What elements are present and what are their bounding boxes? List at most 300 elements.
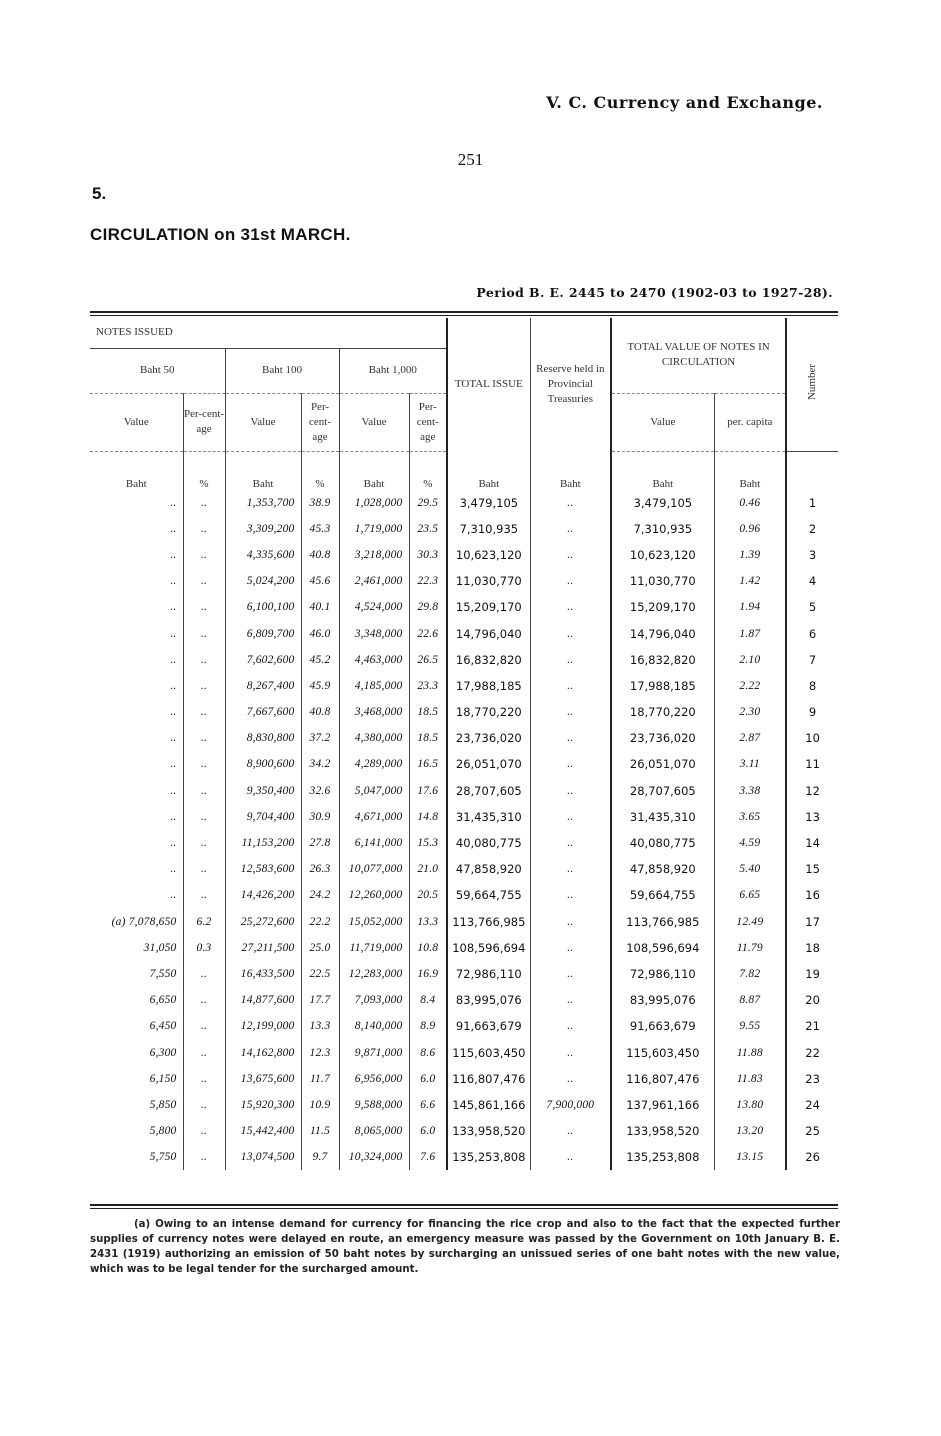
cell-total-issue: 16,832,820 — [447, 647, 530, 673]
b1000-value-header — [339, 393, 409, 451]
cell-per-capita: 13.80 — [714, 1092, 786, 1118]
unit-total-value: Baht — [611, 451, 714, 490]
cell-b50-value: 31,050 — [143, 941, 177, 954]
cell-reserve: .. — [530, 516, 611, 542]
number-header — [786, 318, 838, 451]
table-row — [90, 1144, 838, 1170]
page-title: CIRCULATION on 31st MARCH. — [90, 225, 351, 244]
cell-num: 5 — [786, 594, 838, 620]
cell-b100-pct: 11.7 — [301, 1066, 339, 1092]
cell-b50-value: 7,550 — [149, 967, 177, 980]
cell-b50-pct: .. — [183, 568, 225, 594]
unit-b50-pct: % — [183, 451, 225, 490]
table-row — [90, 909, 838, 935]
cell-b100-value: 12,199,000 — [225, 1013, 301, 1039]
cell-b1000-pct: 15.3 — [409, 830, 447, 856]
cell-num: 17 — [786, 909, 838, 935]
cell-b1000-pct: 6.0 — [409, 1066, 447, 1092]
cell-per-capita: 0.46 — [714, 490, 786, 516]
cell-total-value: 135,253,808 — [611, 1144, 714, 1170]
cell-b100-value: 8,900,600 — [225, 751, 301, 777]
cell-b50-pct: 6.2 — [183, 909, 225, 935]
cell-num: 21 — [786, 1013, 838, 1039]
cell-per-capita: 1.94 — [714, 594, 786, 620]
cell-b1000-value: 2,461,000 — [339, 568, 409, 594]
table-row — [90, 542, 838, 568]
table-row — [90, 647, 838, 673]
cell-b50-pct: .. — [183, 490, 225, 516]
cell-total-value: 137,961,166 — [611, 1092, 714, 1118]
table-row — [90, 1118, 838, 1144]
unit-per-capita: Baht — [714, 451, 786, 490]
footnote — [90, 1217, 840, 1277]
cell-num: 9 — [786, 699, 838, 725]
cell-b50-pct: .. — [183, 620, 225, 646]
total-value-label: TOTAL VALUE OF NOTES IN CIRCULATION — [627, 341, 770, 369]
baht1000-header — [339, 348, 447, 393]
cell-per-capita: 1.42 — [714, 568, 786, 594]
cell-b1000-value: 12,260,000 — [339, 882, 409, 908]
cell-reserve: .. — [530, 542, 611, 568]
cell-num: 24 — [786, 1092, 838, 1118]
table-row — [90, 804, 838, 830]
cell-b1000-value: 5,047,000 — [339, 778, 409, 804]
table-row — [90, 516, 838, 542]
page-number: 251 — [457, 150, 484, 169]
cell-total-value: 15,209,170 — [611, 594, 714, 620]
cell-total-value: 11,030,770 — [611, 568, 714, 594]
cell-b1000-value: 4,185,000 — [339, 673, 409, 699]
per-capita-header — [714, 393, 786, 451]
cell-num: 2 — [786, 516, 838, 542]
cell-b50-pct: .. — [183, 673, 225, 699]
cell-total-issue: 108,596,694 — [447, 935, 530, 961]
cell-b50-pct: .. — [183, 856, 225, 882]
table-row — [90, 778, 838, 804]
cell-b50-value: .. — [170, 784, 177, 797]
cell-b100-value: 16,433,500 — [225, 961, 301, 987]
top-rule-thin — [90, 315, 838, 316]
cell-num: 15 — [786, 856, 838, 882]
cell-b100-value: 9,350,400 — [225, 778, 301, 804]
bottom-rule — [90, 1204, 838, 1206]
table-row — [90, 1066, 838, 1092]
cell-total-issue: 10,623,120 — [447, 542, 530, 568]
cell-reserve: .. — [530, 935, 611, 961]
cell-b50-value: .. — [170, 522, 177, 535]
cell-reserve: .. — [530, 882, 611, 908]
cell-b50-pct: .. — [183, 1118, 225, 1144]
cell-per-capita: 3.65 — [714, 804, 786, 830]
cell-b100-value: 27,211,500 — [225, 935, 301, 961]
cell-b1000-value: 10,324,000 — [339, 1144, 409, 1170]
cell-b1000-pct: 16.5 — [409, 751, 447, 777]
table-row — [90, 961, 838, 987]
cell-b100-pct: 37.2 — [301, 725, 339, 751]
cell-per-capita: 11.88 — [714, 1039, 786, 1065]
cell-b100-value: 6,100,100 — [225, 594, 301, 620]
cell-total-issue: 26,051,070 — [447, 751, 530, 777]
cell-num: 1 — [786, 490, 838, 516]
cell-b50-pct: .. — [183, 882, 225, 908]
cell-reserve: .. — [530, 725, 611, 751]
cell-total-issue: 113,766,985 — [447, 909, 530, 935]
cell-b100-pct: 25.0 — [301, 935, 339, 961]
cell-b100-pct: 30.9 — [301, 804, 339, 830]
cell-b100-pct: 27.8 — [301, 830, 339, 856]
cell-b50-pct: 0.3 — [183, 935, 225, 961]
total-issue-header — [447, 318, 530, 451]
cell-b1000-pct: 16.9 — [409, 961, 447, 987]
cell-b1000-value: 10,077,000 — [339, 856, 409, 882]
cell-b1000-pct: 8.6 — [409, 1039, 447, 1065]
cell-b50-pct: .. — [183, 1013, 225, 1039]
table-row — [90, 594, 838, 620]
cell-total-issue: 115,603,450 — [447, 1039, 530, 1065]
cell-reserve: .. — [530, 620, 611, 646]
cell-b1000-value: 4,463,000 — [339, 647, 409, 673]
cell-b100-value: 13,074,500 — [225, 1144, 301, 1170]
cell-num: 22 — [786, 1039, 838, 1065]
table-row — [90, 882, 838, 908]
cell-b100-value: 11,153,200 — [225, 830, 301, 856]
cell-b1000-value: 11,719,000 — [339, 935, 409, 961]
cell-b1000-pct: 30.3 — [409, 542, 447, 568]
cell-b50-pct: .. — [183, 725, 225, 751]
cell-b1000-pct: 10.8 — [409, 935, 447, 961]
cell-b100-value: 13,675,600 — [225, 1066, 301, 1092]
cell-b1000-value: 4,524,000 — [339, 594, 409, 620]
cell-per-capita: 9.55 — [714, 1013, 786, 1039]
baht50-header — [90, 348, 225, 393]
cell-b1000-value: 3,468,000 — [339, 699, 409, 725]
cell-b50-value: 6,150 — [149, 1072, 177, 1085]
cell-b50-pct: .. — [183, 1039, 225, 1065]
cell-b100-value: 14,426,200 — [225, 882, 301, 908]
cell-b100-pct: 45.2 — [301, 647, 339, 673]
tv-value-header — [611, 393, 714, 451]
cell-total-issue: 7,310,935 — [447, 516, 530, 542]
b100-value-label: Value — [250, 415, 276, 428]
cell-reserve: .. — [530, 490, 611, 516]
cell-b50-value: .. — [170, 732, 177, 745]
unit-number — [786, 451, 838, 490]
cell-total-value: 83,995,076 — [611, 987, 714, 1013]
cell-b100-pct: 10.9 — [301, 1092, 339, 1118]
cell-b50-pct: .. — [183, 516, 225, 542]
cell-per-capita: 5.40 — [714, 856, 786, 882]
baht1000-label: Baht 1,000 — [368, 364, 417, 376]
section-number: 5. — [92, 184, 107, 203]
cell-b50-value: .. — [170, 679, 177, 692]
table-row — [90, 751, 838, 777]
cell-b100-pct: 24.2 — [301, 882, 339, 908]
cell-b50-value: 6,450 — [149, 1020, 177, 1033]
cell-per-capita: 2.87 — [714, 725, 786, 751]
cell-b100-pct: 38.9 — [301, 490, 339, 516]
cell-b1000-value: 1,028,000 — [339, 490, 409, 516]
cell-total-issue: 28,707,605 — [447, 778, 530, 804]
cell-b100-value: 5,024,200 — [225, 568, 301, 594]
cell-b100-pct: 9.7 — [301, 1144, 339, 1170]
cell-b50-value: .. — [170, 837, 177, 850]
b100-pct-label: Per-cent-age — [309, 400, 331, 443]
cell-reserve: .. — [530, 830, 611, 856]
cell-b1000-pct: 29.8 — [409, 594, 447, 620]
unit-b100: Baht — [225, 451, 301, 490]
cell-reserve: .. — [530, 1144, 611, 1170]
cell-b1000-value: 3,218,000 — [339, 542, 409, 568]
unit-reserve: Baht — [530, 451, 611, 490]
cell-per-capita: 2.10 — [714, 647, 786, 673]
footnote-marker: (a) — [134, 1219, 151, 1230]
cell-total-value: 113,766,985 — [611, 909, 714, 935]
cell-b50-pct: .. — [183, 1066, 225, 1092]
table-row — [90, 830, 838, 856]
cell-b1000-pct: 17.6 — [409, 778, 447, 804]
baht50-label: Baht 50 — [139, 364, 175, 376]
cell-b1000-pct: 18.5 — [409, 699, 447, 725]
cell-b1000-value: 3,348,000 — [339, 620, 409, 646]
cell-b1000-value: 8,065,000 — [339, 1118, 409, 1144]
cell-b100-pct: 45.9 — [301, 673, 339, 699]
cell-b1000-pct: 7.6 — [409, 1144, 447, 1170]
cell-total-issue: 31,435,310 — [447, 804, 530, 830]
total-issue-label: TOTAL ISSUE — [454, 378, 523, 390]
top-rule — [90, 311, 838, 313]
cell-reserve: .. — [530, 1066, 611, 1092]
reserve-header — [530, 318, 611, 451]
cell-b100-value: 9,704,400 — [225, 804, 301, 830]
cell-total-value: 133,958,520 — [611, 1118, 714, 1144]
cell-total-value: 31,435,310 — [611, 804, 714, 830]
cell-total-value: 28,707,605 — [611, 778, 714, 804]
cell-reserve: .. — [530, 568, 611, 594]
b50-pct-label: Per-cent-age — [183, 408, 225, 435]
cell-b50-pct: .. — [183, 699, 225, 725]
cell-b1000-value: 15,052,000 — [339, 909, 409, 935]
cell-per-capita: 7.82 — [714, 961, 786, 987]
cell-b50-pct: .. — [183, 961, 225, 987]
cell-b100-pct: 40.8 — [301, 542, 339, 568]
cell-num: 8 — [786, 673, 838, 699]
cell-per-capita: 8.87 — [714, 987, 786, 1013]
cell-b1000-value: 9,871,000 — [339, 1039, 409, 1065]
cell-b1000-pct: 8.9 — [409, 1013, 447, 1039]
cell-b100-pct: 46.0 — [301, 620, 339, 646]
cell-b100-pct: 22.5 — [301, 961, 339, 987]
table-row — [90, 568, 838, 594]
cell-total-value: 116,807,476 — [611, 1066, 714, 1092]
cell-b50-pct: .. — [183, 647, 225, 673]
units-row — [90, 451, 838, 490]
cell-total-issue: 14,796,040 — [447, 620, 530, 646]
table-row — [90, 725, 838, 751]
cell-total-value: 14,796,040 — [611, 620, 714, 646]
cell-b1000-value: 6,956,000 — [339, 1066, 409, 1092]
cell-num: 16 — [786, 882, 838, 908]
cell-b100-pct: 40.8 — [301, 699, 339, 725]
cell-total-issue: 133,958,520 — [447, 1118, 530, 1144]
cell-b100-value: 12,583,600 — [225, 856, 301, 882]
total-value-header — [611, 318, 786, 393]
cell-b100-value: 3,309,200 — [225, 516, 301, 542]
cell-total-value: 59,664,755 — [611, 882, 714, 908]
tv-value-label: Value — [650, 415, 676, 428]
cell-total-issue: 116,807,476 — [447, 1066, 530, 1092]
cell-b100-pct: 17.7 — [301, 987, 339, 1013]
cell-num: 4 — [786, 568, 838, 594]
cell-b50-value: 5,750 — [149, 1151, 177, 1164]
cell-total-issue: 91,663,679 — [447, 1013, 530, 1039]
cell-num: 10 — [786, 725, 838, 751]
cell-reserve: .. — [530, 673, 611, 699]
cell-per-capita: 6.65 — [714, 882, 786, 908]
cell-b1000-pct: 20.5 — [409, 882, 447, 908]
cell-b50-pct: .. — [183, 542, 225, 568]
cell-b100-value: 1,353,700 — [225, 490, 301, 516]
cell-total-issue: 15,209,170 — [447, 594, 530, 620]
cell-b1000-value: 4,289,000 — [339, 751, 409, 777]
cell-b1000-value: 6,141,000 — [339, 830, 409, 856]
cell-b1000-pct: 21.0 — [409, 856, 447, 882]
cell-num: 25 — [786, 1118, 838, 1144]
cell-num: 14 — [786, 830, 838, 856]
cell-reserve: .. — [530, 909, 611, 935]
table-row — [90, 1013, 838, 1039]
table-row — [90, 1039, 838, 1065]
cell-num: 11 — [786, 751, 838, 777]
cell-b100-pct: 45.3 — [301, 516, 339, 542]
cell-total-value: 18,770,220 — [611, 699, 714, 725]
table-row — [90, 490, 838, 516]
cell-reserve: .. — [530, 699, 611, 725]
cell-total-issue: 17,988,185 — [447, 673, 530, 699]
cell-per-capita: 2.22 — [714, 673, 786, 699]
cell-b50-pct: .. — [183, 594, 225, 620]
cell-b100-value: 7,602,600 — [225, 647, 301, 673]
table-row — [90, 673, 838, 699]
cell-total-value: 40,080,775 — [611, 830, 714, 856]
cell-b1000-pct: 6.6 — [409, 1092, 447, 1118]
section-header: V. C. Currency and Exchange. — [546, 93, 823, 112]
unit-total-issue: Baht — [447, 451, 530, 490]
cell-num: 23 — [786, 1066, 838, 1092]
b1000-value-label: Value — [361, 415, 387, 428]
cell-b100-pct: 22.2 — [301, 909, 339, 935]
cell-b1000-value: 9,588,000 — [339, 1092, 409, 1118]
b50-value-label: Value — [123, 415, 149, 428]
cell-num: 7 — [786, 647, 838, 673]
cell-total-value: 23,736,020 — [611, 725, 714, 751]
cell-b100-value: 6,809,700 — [225, 620, 301, 646]
cell-total-issue: 40,080,775 — [447, 830, 530, 856]
table-row — [90, 856, 838, 882]
cell-total-issue: 23,736,020 — [447, 725, 530, 751]
cell-b100-pct: 45.6 — [301, 568, 339, 594]
cell-b50-pct: .. — [183, 987, 225, 1013]
cell-reserve: 7,900,000 — [530, 1092, 611, 1118]
unit-b1000: Baht — [339, 451, 409, 490]
cell-total-value: 7,310,935 — [611, 516, 714, 542]
cell-num: 12 — [786, 778, 838, 804]
cell-b50-pct: .. — [183, 830, 225, 856]
cell-per-capita: 4.59 — [714, 830, 786, 856]
cell-total-issue: 11,030,770 — [447, 568, 530, 594]
footnote-text: Owing to an intense demand for currency for financing the rice crop and also to the fact that the expected further supplies of currency notes were delayed en route, an emergency measure was passed by the Government on 10th January B. E. 2431 (1919) authorizing an emission of 50 baht notes by surcharging an unissued series of one baht notes with the new value, which was to be legal tender for the surcharged amount. — [90, 1219, 840, 1275]
reserve-label: Reserve held in Provincial Treasuries — [536, 363, 605, 405]
cell-b1000-pct: 13.3 — [409, 909, 447, 935]
cell-b50-pct: .. — [183, 778, 225, 804]
cell-num: 26 — [786, 1144, 838, 1170]
cell-b1000-value: 7,093,000 — [339, 987, 409, 1013]
cell-b50-value: .. — [170, 810, 177, 823]
unit-b50: Baht — [90, 451, 183, 490]
cell-b1000-pct: 23.3 — [409, 673, 447, 699]
cell-reserve: .. — [530, 961, 611, 987]
cell-total-value: 10,623,120 — [611, 542, 714, 568]
cell-reserve: .. — [530, 647, 611, 673]
cell-b1000-pct: 8.4 — [409, 987, 447, 1013]
cell-b100-value: 4,335,600 — [225, 542, 301, 568]
b50-pct-header — [183, 393, 225, 451]
cell-total-value: 26,051,070 — [611, 751, 714, 777]
cell-b1000-pct: 18.5 — [409, 725, 447, 751]
cell-total-value: 3,479,105 — [611, 490, 714, 516]
cell-b1000-pct: 22.3 — [409, 568, 447, 594]
per-capita-label: per. capita — [727, 415, 773, 428]
cell-b50-pct: .. — [183, 1092, 225, 1118]
cell-num: 18 — [786, 935, 838, 961]
cell-num: 19 — [786, 961, 838, 987]
cell-b50-value: 6,300 — [149, 1046, 177, 1059]
cell-total-value: 115,603,450 — [611, 1039, 714, 1065]
cell-b50-pct: .. — [183, 804, 225, 830]
period-caption: Period B. E. 2445 to 2470 (1902-03 to 1927-28). — [476, 285, 833, 300]
cell-total-issue: 59,664,755 — [447, 882, 530, 908]
cell-reserve: .. — [530, 1118, 611, 1144]
cell-per-capita: 13.20 — [714, 1118, 786, 1144]
table-row — [90, 1092, 838, 1118]
cell-b100-pct: 34.2 — [301, 751, 339, 777]
table-body — [90, 490, 838, 1171]
cell-per-capita: 13.15 — [714, 1144, 786, 1170]
cell-per-capita: 3.11 — [714, 751, 786, 777]
cell-total-value: 72,986,110 — [611, 961, 714, 987]
cell-b50-value: .. — [170, 653, 177, 666]
cell-b50-pct: .. — [183, 1144, 225, 1170]
cell-b50-pct: .. — [183, 751, 225, 777]
cell-num: 20 — [786, 987, 838, 1013]
cell-b100-pct: 32.6 — [301, 778, 339, 804]
cell-b100-value: 7,667,600 — [225, 699, 301, 725]
baht100-header — [225, 348, 339, 393]
cell-total-value: 91,663,679 — [611, 1013, 714, 1039]
cell-b50-value: 5,800 — [149, 1125, 177, 1138]
cell-reserve: .. — [530, 856, 611, 882]
cell-b50-value: 5,850 — [149, 1098, 177, 1111]
cell-b100-value: 25,272,600 — [225, 909, 301, 935]
number-label: Number — [806, 363, 819, 400]
cell-reserve: .. — [530, 804, 611, 830]
cell-b50-value: .. — [170, 601, 177, 614]
cell-b1000-pct: 14.8 — [409, 804, 447, 830]
cell-b100-pct: 40.1 — [301, 594, 339, 620]
cell-b50-value: .. — [170, 889, 177, 902]
cell-b50-value: .. — [170, 575, 177, 588]
cell-reserve: .. — [530, 778, 611, 804]
b100-value-header — [225, 393, 301, 451]
